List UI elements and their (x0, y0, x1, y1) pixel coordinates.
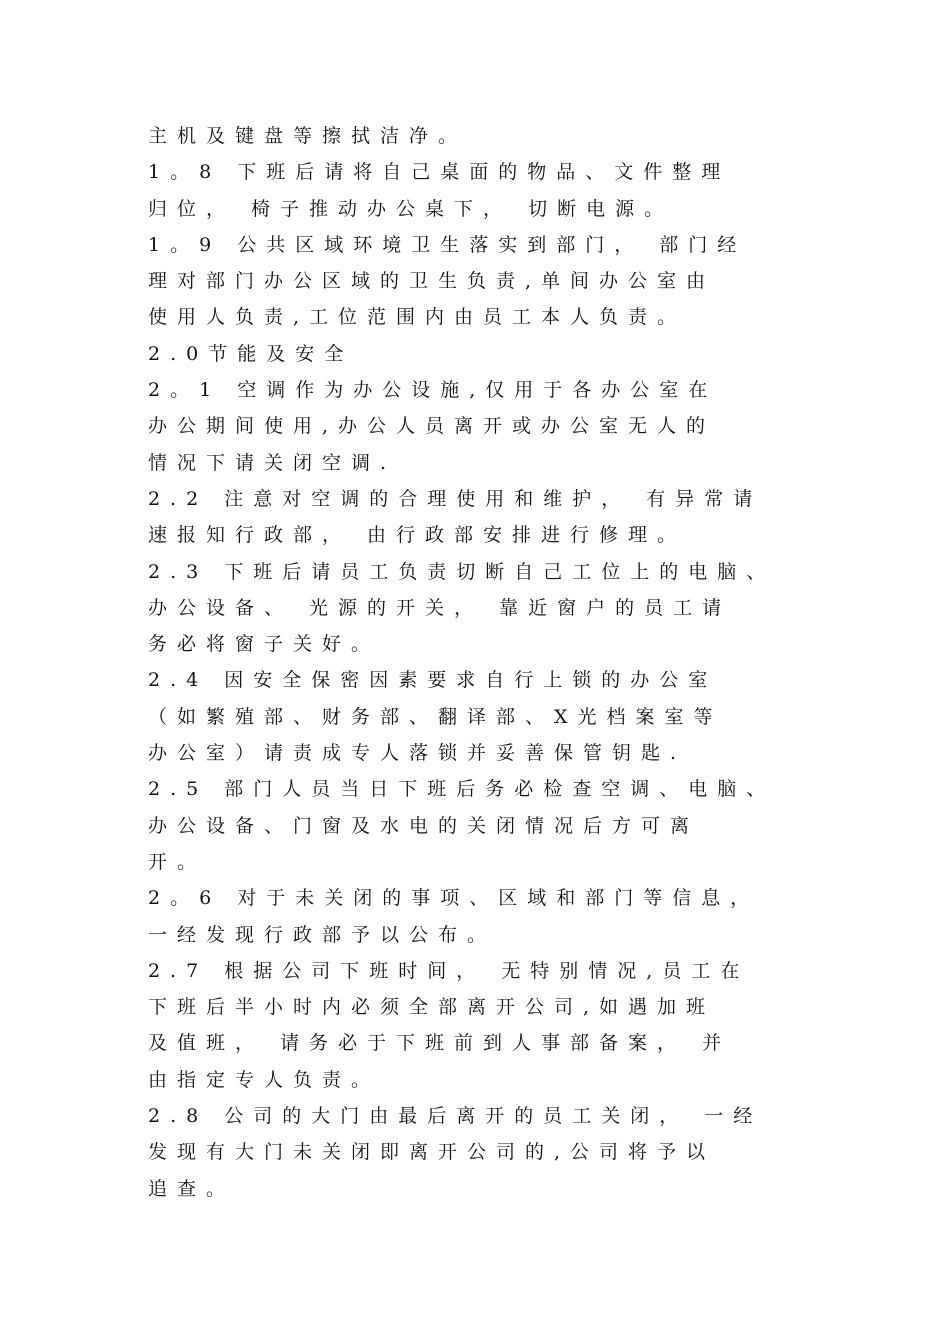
document-body (148, 118, 828, 1207)
text-line: 追查。 (148, 1177, 236, 1200)
text-line: 由指定专人负责。 (148, 1068, 381, 1091)
text-line: 办公期间使用,办公人员离开或办公室无人的 (148, 415, 716, 438)
text-line: 2.3 下班后请员工负责切断自己工位上的电脑、 (148, 560, 776, 583)
text-line: 一经发现行政部予以公布。 (148, 923, 497, 946)
text-line: 2.7 根据公司下班时间， 无特别情况,员工在 (148, 959, 750, 982)
text-line: 务必将窗子关好。 (148, 633, 381, 656)
text-line: 开。 (148, 850, 207, 873)
text-line: 使用人负责,工位范围内由员工本人负责。 (148, 306, 687, 329)
text-line: 2。1 空调作为办公设施,仅用于各办公室在 (148, 379, 718, 402)
text-line: 2.5 部门人员当日下班后务必检查空调、电脑、 (148, 778, 776, 801)
text-line: 2.2 注意对空调的合理使用和维护， 有异常请 (148, 487, 763, 510)
text-line: 发现有大门未关闭即离开公司的,公司将予以 (148, 1141, 716, 1164)
text-line: 及值班， 请务必于下班前到人事部备案， 并 (148, 1032, 732, 1055)
text-line: 1。8 下班后请将自己桌面的物品、文件整理 (148, 161, 731, 184)
text-line: 2.4 因安全保密因素要求自行上锁的办公室 (148, 669, 718, 692)
text-line: 情况下请关闭空调. (148, 451, 397, 474)
text-line: 2.8 公司的大门由最后离开的员工关闭， 一经 (148, 1105, 763, 1128)
text-line: 办公室）请责成专人落锁并妥善保管钥匙. (148, 742, 687, 765)
section-heading: 2.0节能及安全 (148, 342, 354, 365)
text-line: 办公设备、 光源的开关， 靠近窗户的员工请 (148, 596, 732, 619)
text-line: 办公设备、门窗及水电的关闭情况后方可离 (148, 814, 700, 837)
text-line: 2。6 对于未关闭的事项、区域和部门等信息， (148, 887, 760, 910)
text-line: （如繁殖部、财务部、翻译部、X光档案室等 (148, 705, 723, 728)
text-line: 1。9 公共区域环境卫生落实到部门， 部门经 (148, 233, 747, 256)
text-line: 速报知行政部， 由行政部安排进行修理。 (148, 524, 687, 547)
text-line: 主机及键盘等擦拭洁净。 (148, 125, 468, 147)
text-line: 理对部门办公区域的卫生负责,单间办公室由 (148, 270, 716, 293)
text-line: 归位， 椅子推动办公桌下， 切断电源。 (148, 197, 674, 220)
text-line: 下班后半小时内必须全部离开公司,如遇加班 (148, 996, 716, 1019)
